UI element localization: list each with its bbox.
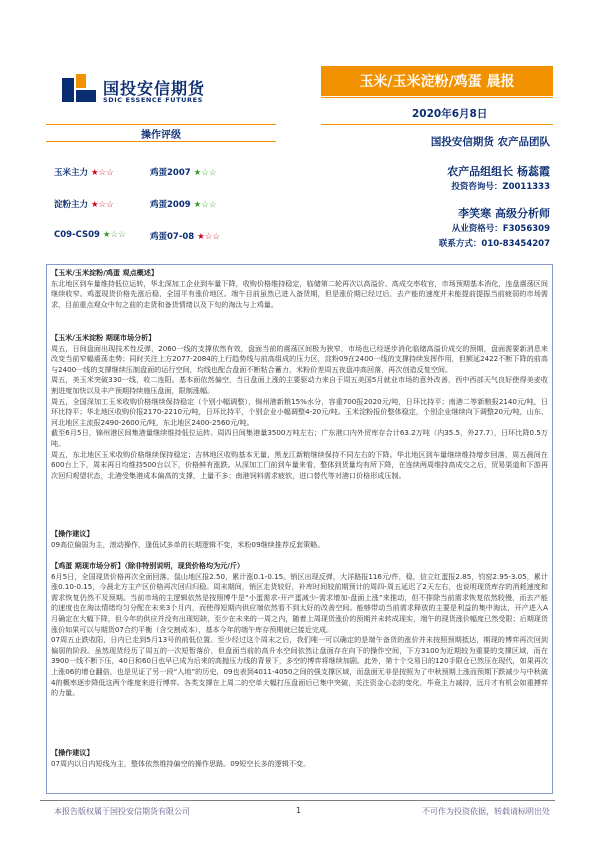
- section-heading: 【操作建议】: [51, 529, 94, 538]
- section-paragraph: 07周五止跌收阳，日内已走到5月13号的前低位置。至少经过这个周末之后，我们唯一可以确定的是端午备货的涨价并未按照预期抵达，期现的博弈再次回到偏弱的阶段。虽然现货经历了周五的一次短暂落价，但盘面当前的高升水空间依然让盘面存在向下的操作空间，下方3100为近期较为重要的支撑区域，而在3900一线不断下压，40日和60日也早已成为后来的高抛压力线的背景下，多空的博弈将继续加剧。此外，第十个交易日的120手限仓已然压在现代，如果再次上涨06的增仓翻倍，也是见证了另一段“入地”的历史，09也表到4011-4050之间的强支撑区域，而盘面无非是按照为了中秋预期上涨而预期下跌减少与中秋破4的概率逐步降低这两个维度来进行博弈。各类支撑在上周二的空单大幅打压盘面后已集中突破，关注资金心态的变化，毕竟主力减持，远月才有机会如重搏弈的力量。: [51, 635, 548, 698]
- team-lead-license: 投资咨询号：Z0011333: [451, 182, 550, 192]
- contact-phone: 联系方式：010-83454207: [438, 239, 550, 249]
- analyst-license: 从业资格号：F3056309: [451, 224, 550, 234]
- rating-row: [54, 230, 126, 240]
- section-heading: 【操作建议】: [51, 748, 94, 757]
- rating-row: [150, 230, 220, 242]
- rating-label: 鸡蛋2009: [150, 200, 191, 210]
- footer-copyright: 本报告版权属于国投安信期货有限公司: [54, 807, 190, 816]
- section-egg-analysis: [51, 561, 548, 699]
- rating-label: 鸡蛋2007: [150, 168, 191, 178]
- section-paragraph: 周五，全国深加工玉米收购价格继续保持稳定（个别小幅调整），锦州港新粮15%水分，容重700报2020元/吨，日环比持平；南港二等新粮报2140元/吨，日环比持平；华北地区收购价报2170-2210元/吨，日环比持平，个别企业小幅调整4-20元/吨。玉米淀粉报价整体稳定，个别企业继续向下调整20元/吨，山东、河北地区主流报2490-2600元/吨，东北地区2400-2560元/吨。: [51, 396, 548, 427]
- section-egg-advice: [51, 748, 548, 769]
- section-paragraph: 周五，美玉米突破330一线，收二连阳。基本面依然偏空，当日盘面上涨的主要驱动力来自于周五美国5月就业市场的意外改善，西中西部天气良好使得美麦收割进度加快以及丰产预期持续施压盘面，限制涨幅。: [51, 375, 548, 395]
- section-corn-analysis: [51, 333, 548, 481]
- team-name: 国投安信期货 农产品团队: [430, 136, 550, 148]
- header-divider: [321, 124, 553, 125]
- rating-row: [54, 198, 114, 210]
- section-paragraph: 6月5日，全国现货价格再次全面回落。鼠山地区报2.50，累计涨0.1-0.15。销区出现反弹，大洋路报116元/件，稳，信立红蛋报2.85，钧窑2.95-3.05，累计涨0.10-0.15，今晨北方主产区价格再次回归归稳。周末期间，销区走货较好，补库时间较前期预计的周四-周五延迟了2天左右，也说明现货库存的消耗速度和需求恢复仍然不及预期。当前市场的主逻辑依然是按照博牛是“小蛋需求-开产蛋减少-需求增加-盘面上涨”来推动，但不排除当前需求恢复依然较慢，而去产能的速度也在淘汰情绪均匀分配在未来3个月内，而使得短期内供应端依然看不到太好的改善空间。能够带动当前需求释放的主要是利益的集中淘汰，开产进入A月确定在大幅下降，但今年的供应并没有出现短缺，至少在未来的一周之内，随着上周现货涨价的预期并未转成现实，端午的现货涨价幅度已然受限；后期现货涨价如果可以与期货07合约平衡（含交割成本），基本今年的端午库存预期就已接近完成。: [51, 571, 548, 634]
- section-heading: 【玉米/玉米淀粉/鸡蛋 观点概述】: [51, 268, 158, 277]
- page-number: 1: [296, 806, 302, 815]
- rating-row: [54, 166, 114, 178]
- section-heading: 【鸡蛋 期现市场分析】（除非特别说明，现货价格均为元/斤）: [51, 561, 245, 570]
- section-corn-advice: [51, 529, 548, 550]
- rating-stars-icon: ★☆☆: [193, 168, 217, 178]
- company-logo-english: SDIC ESSENCE FUTURES: [103, 96, 203, 104]
- rating-row: [150, 166, 217, 178]
- rating-stars-icon: ★☆☆: [102, 230, 126, 240]
- rating-label: 鸡蛋07-08: [150, 232, 195, 242]
- section-paragraph: 07周内以日内短线为主，整体依然维持偏空的操作思路。09短空长多的逻辑不变。: [51, 758, 311, 768]
- footer-divider: [40, 800, 555, 801]
- rating-stars-icon: ★☆☆: [197, 232, 221, 242]
- footer-disclaimer: 不可作为投资依据，转载请标明出处: [422, 807, 550, 816]
- section-paragraph: 09高位偏弱为主，滚动操作，逢低试多单的长期逻辑不变，米粉09继续推荐反套策略。: [51, 539, 325, 549]
- section-overview: [51, 268, 548, 310]
- rating-stars-icon: ★☆☆: [90, 168, 114, 178]
- team-lead: 农产品组组长 杨蕊霞: [447, 165, 550, 178]
- section-paragraph: 截至6月5日，锦州港区间集港量继续维持低位运转。周四日间集港量3500万吨左右；广东港口内外贸库存合计63.2万吨（内35.5，外27.7），日环比降0.5万吨。: [51, 428, 548, 448]
- analyst-name: 李笑寒 高级分析师: [458, 207, 550, 220]
- section-heading: 【玉米/玉米淀粉 期现市场分析】: [51, 333, 156, 342]
- section-paragraph: 东北地区到车量维持低位运转，华北深加工企业到车量下降，收购价格维持稳定，临储第二轮再次以高溢价、高成交率收官，市场预期基本消化，连盘震荡区间继续收窄。鸡蛋现货价格先涨后稳，全国平有涨价地区。端午目前虽然已进入备货期，但是涨价期已经过后，去产能的速度并未能提前提振当前疲弱的市场需求，目前重点观众中旬之前的走货和备货情绪以及下旬的淘汰与上鸡量。: [51, 278, 548, 309]
- rating-label: C09-CS09: [54, 230, 100, 240]
- sdic-logo-icon: [62, 74, 98, 104]
- report-title: 玉米/玉米淀粉/鸡蛋 晨报: [321, 66, 553, 96]
- rating-label: 淀粉主力: [54, 200, 89, 210]
- rating-stars-icon: ★☆☆: [90, 200, 114, 210]
- section-paragraph: 周五，日间盘面出现技术性反弹，2060一线的支撑依然有效，盘面当前的震荡区间极为狭窄，市场也已经逐步消化临储高溢价成交的预期，盘面需要新消息来改变当前窄幅震荡走势；同时关注上方2077-2084的上行趋势线与前高组成的压力区，淀粉09在2400一线的支撑持续发挥作用，但额延2422不断下降的前高与2400一线的支撑继续压制盘面的运行空间，均线也配合盘面不断粘合蓄力，米粉价差周五夜盘冲高回落，再次创造反复空间。: [51, 343, 548, 374]
- rating-panel-title: 操作评级: [46, 124, 276, 142]
- rating-row: [150, 198, 217, 210]
- rating-label: 玉米主力: [54, 168, 89, 178]
- title-underline: [321, 97, 553, 98]
- rating-stars-icon: ★☆☆: [193, 200, 217, 210]
- report-date: 2020年6月8日: [412, 108, 488, 120]
- section-paragraph: 周五，东北地区玉米收购价格继续保持稳定；吉林地区收购基本无量，黑龙江新粮继续保持不同左右的下降。华北地区到车量继续维持增步回落，周五晨间在600台上下，周末再日均维持500台以下，价格鲜有涨跌。从深加工门前到车量来看，整体到货量均有所下降，在连续两周维持高成交之后，贸易渠道和下游再次回归观望状态，北港受集港成本偏高的支撑，上量不多；南港饲料需求疲软，进口替代等对港口价格形成压制。: [51, 449, 548, 480]
- company-logo-name: 国投安信期货: [103, 79, 206, 98]
